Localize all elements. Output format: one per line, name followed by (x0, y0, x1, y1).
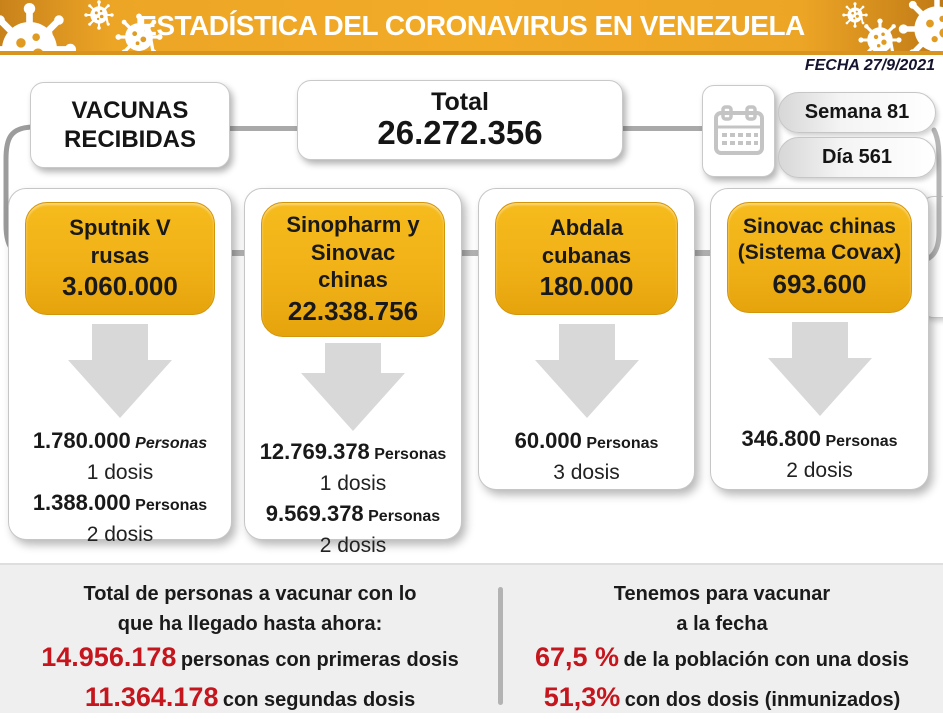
down-arrow-icon (535, 324, 639, 418)
vaccine-box (495, 202, 678, 315)
vaccine-name-line: Abdala (549, 215, 624, 240)
stat-value: 14.956.178 (41, 642, 177, 672)
dose-unit: Personas (586, 435, 659, 453)
stat-value: 67,5 % (534, 642, 619, 672)
vaccine-amount: 3.060.000 (62, 271, 178, 301)
vaccine-name-line: Sinovac chinas (743, 215, 896, 238)
dose-label: 2 dosis (319, 533, 387, 557)
vaccine-name-line: rusas (90, 242, 150, 268)
vaccines-received-box (30, 82, 230, 168)
dose-value: 9.569.378 (265, 500, 364, 526)
vaccine-card-sputnik (8, 188, 232, 547)
connector-line (228, 126, 300, 131)
day-label: Día 561 (821, 146, 893, 168)
vaccine-amount: 180.000 (539, 271, 634, 301)
vaccines-received-label-line1: VACUNAS (71, 96, 189, 124)
week-badge (778, 92, 936, 133)
connector-line (621, 126, 704, 131)
vertical-divider (498, 587, 503, 705)
dose-unit: Personas (825, 432, 898, 450)
down-arrow-icon (68, 324, 172, 418)
vaccine-name-line: Sputnik V (69, 215, 171, 240)
stat-value: 11.364.178 (84, 682, 219, 712)
vaccine-name-line: Sinopharm y (286, 212, 420, 237)
date-label: FECHA 27/9/2021 (804, 57, 935, 74)
footer-left-heading-line2: que ha llegado hasta ahora: (117, 613, 383, 635)
stat-text: con dos dosis (inmunizados) (624, 689, 901, 711)
dose-unit: Personas (135, 497, 208, 515)
footer-left-heading-line1: Total de personas a vacunar con lo (83, 583, 417, 605)
down-arrow-icon (768, 322, 872, 416)
dose-label: 1 dosis (86, 461, 154, 485)
dose-label: 3 dosis (553, 461, 620, 485)
vaccine-box (25, 202, 215, 315)
dose-unit: Personas (135, 435, 208, 453)
stat-text: de la población con una dosis (623, 649, 910, 671)
footer-left-block (20, 579, 480, 719)
down-arrow-icon (301, 343, 405, 431)
dose-label: 2 dosis (86, 523, 154, 547)
dose-label: 1 dosis (319, 471, 387, 495)
stat-text: personas con primeras dosis (180, 649, 459, 671)
vaccine-box (727, 202, 912, 313)
dose-stats (33, 426, 207, 550)
header-banner (0, 0, 943, 55)
vaccine-name-line: (Sistema Covax) (737, 241, 902, 265)
footer-right-block (512, 579, 932, 719)
connector-line (460, 250, 480, 256)
dose-value: 346.800 (741, 425, 822, 451)
dose-stats (515, 426, 659, 488)
dose-label: 2 dosis (786, 458, 853, 482)
dose-value: 1.780.000 (32, 428, 131, 454)
vaccine-amount: 22.338.756 (287, 295, 419, 326)
summary-footer (0, 563, 943, 713)
total-label: Total (431, 88, 489, 117)
vaccine-name-line: cubanas (541, 242, 632, 268)
week-label: Semana 81 (804, 101, 910, 123)
vaccine-box (261, 202, 445, 337)
calendar-icon (712, 103, 766, 159)
dose-value: 60.000 (514, 428, 582, 454)
footer-right-heading-line1: Tenemos para vacunar (613, 583, 831, 605)
dose-stats (741, 424, 897, 486)
stat-value: 51,3% (543, 682, 621, 712)
vaccines-received-label-line2: RECIBIDAS (63, 126, 196, 153)
total-box (297, 80, 623, 160)
vaccine-card-sinovac-covax (710, 188, 929, 490)
page-title: ESTADÍSTICA DEL CORONAVIRUS EN VENEZUELA (138, 10, 805, 41)
dose-unit: Personas (374, 445, 447, 463)
dose-stats (260, 437, 447, 561)
total-value: 26.272.356 (377, 114, 543, 152)
vaccine-card-sinopharm (244, 188, 462, 557)
dose-unit: Personas (368, 507, 441, 525)
vaccine-card-abdala (478, 188, 695, 490)
footer-right-heading-line2: a la fecha (676, 613, 768, 635)
vaccine-name-line: Sinovac (310, 239, 396, 265)
vaccine-name-line: chinas (318, 267, 388, 292)
day-badge (778, 137, 936, 178)
vaccine-amount: 693.600 (772, 268, 867, 299)
dose-value: 12.769.378 (259, 438, 370, 464)
calendar-card (702, 85, 775, 177)
stat-text: con segundas dosis (222, 689, 416, 711)
dose-value: 1.388.000 (32, 490, 131, 516)
